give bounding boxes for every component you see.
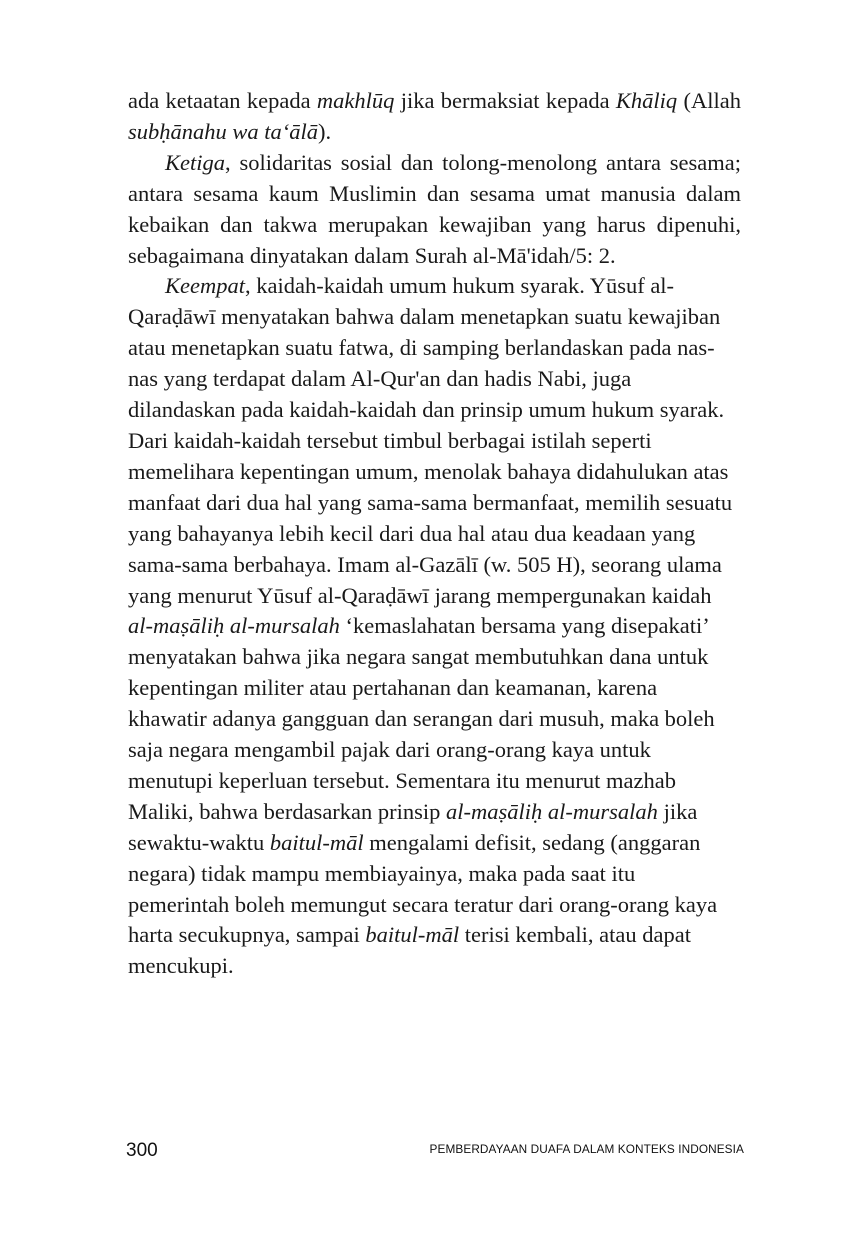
heading-ketiga: Ketiga [165,149,225,175]
paragraph-1: ada ketaatan kepada makhlūq jika bermaksiat kepada Khāliq (Allah subḥānahu wa ta‘ālā). [128,88,741,144]
heading-keempat: Keempat [165,273,245,299]
body-text [128,86,741,982]
term-makhluq: makhlūq [316,88,395,113]
term-subhanahu: subḥānahu wa ta‘ālā [128,118,319,144]
term-khaliq: Khāliq [615,88,678,113]
running-title: PEMBERDAYAAN DUAFA DALAM KONTEKS INDONESIA [429,1142,744,1156]
term-baitul-mal: baitul-māl [365,922,460,948]
term-maslahah: al-maṣāliḥ al-mursalah [446,798,658,824]
term-baitul-mal: baitul-māl [269,829,364,855]
term-maslahah: al-maṣāliḥ al-mursalah [128,613,340,639]
page-number: 300 [126,1140,158,1161]
paragraph-keempat: Keempat, kaidah-kaidah umum hukum syarak. Yūsuf al-Qaraḍāwī menyatakan bahwa dalam menetapkan suatu kewajiban atau menetapkan suatu fatwa, di samping berlandaskan pada nas-nas yang terdapat dalam Al-Qur'an dan hadis Nabi, juga dilandaskan pada kaidah-kaidah dan prinsip umum hukum syarak. Dari kaidah-kaidah tersebut timbul berbagai istilah seperti memelihara kepentingan umum, menolak bahaya didahulukan atas manfaat dari dua hal yang sama-sama bermanfaat, memilih sesuatu yang bahayanya lebih kecil dari dua hal atau dua keadaan yang sama-sama berbahaya. Imam al-Gazālī (w. 505 H), seorang ulama yang menurut Yūsuf al-Qaraḍāwī jarang mempergunakan kaidah al-maṣāliḥ al-mursalah ‘kemaslahatan bersama yang disepakati’ menyatakan bahwa jika negara sangat membutuhkan dana untuk kepentingan militer atau pertahanan dan keamanan, karena khawatir adanya gangguan dan serangan dari musuh, maka boleh saja negara mengambil pajak dari orang-orang kaya untuk menutupi keperluan tersebut. Sementara itu menurut mazhab Maliki, bahwa berdasarkan prinsip al-maṣāliḥ al-mursalah jika sewaktu-waktu baitul-māl mengalami defisit, sedang (anggaran negara) tidak mampu membiayainya, maka pada saat itu pemerintah boleh memungut secara teratur dari orang-orang kaya harta secukupnya, sampai baitul-māl terisi kembali, atau dapat mencukupi. [128,273,733,979]
paragraph-ketiga: Ketiga, solidaritas sosial dan tolong-menolong antara sesama; antara sesama kaum Muslimin dan sesama umat manusia dalam kebaikan dan takwa merupakan kewajiban yang harus dipenuhi, sebagaimana dinyatakan dalam Surah al-Mā'idah/5: 2. [128,149,741,268]
